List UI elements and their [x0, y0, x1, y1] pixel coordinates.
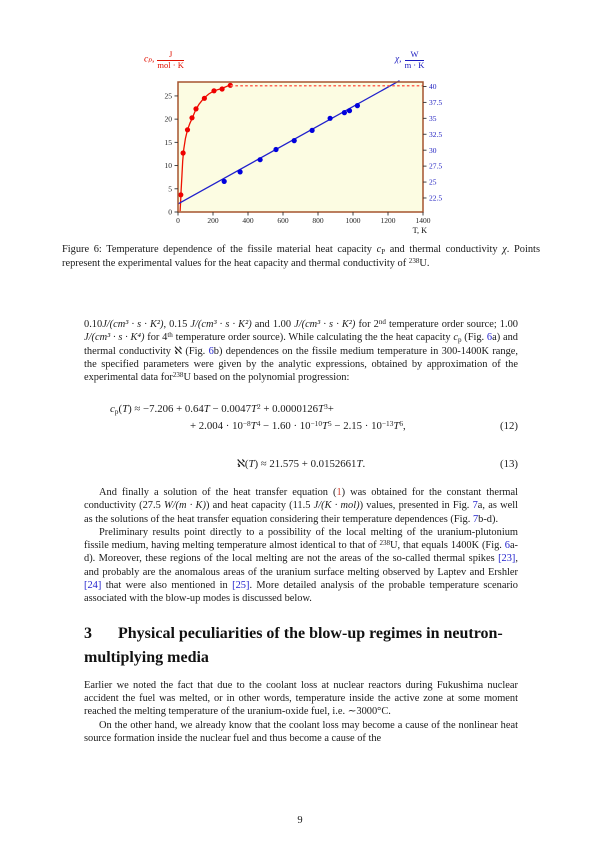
text-segment: U. — [419, 258, 430, 270]
figure-chart — [140, 45, 460, 243]
text-segment: ) values, presented in Fig. — [359, 500, 473, 512]
data-point — [292, 138, 297, 143]
text-segment: 3 — [324, 402, 328, 412]
text-segment: nd — [378, 317, 386, 326]
text-segment: Preliminary results point directly to a possibility of the local melting of the uranium-plutonium fissile medium, having melting temperature almost identical to that of — [84, 526, 518, 552]
text-segment: 238 — [408, 257, 420, 266]
left-axis-unit-denominator: mol · K — [157, 59, 184, 70]
data-point — [310, 128, 315, 133]
right-tick-label: 37.5 — [429, 97, 443, 107]
equation-13-line — [84, 458, 518, 472]
equation-13 — [84, 458, 518, 472]
left-tick-label: 5 — [168, 184, 172, 194]
paragraph-4 — [84, 679, 518, 719]
equation-13-number: (13) — [500, 458, 518, 471]
text-segment: 4 — [256, 418, 261, 428]
text-segment: a) and thermal conductivity ℵ (Fig. — [84, 332, 518, 357]
text-segment: − 1.60 · 10 — [260, 419, 311, 432]
text-segment: , 0.15 — [163, 319, 191, 330]
right-tick-label: 35 — [429, 113, 437, 123]
ref-link[interactable]: 7 — [472, 513, 479, 525]
right-tick-label: 40 — [429, 82, 437, 92]
text-segment: . — [362, 458, 366, 471]
right-tick-label: 27.5 — [429, 161, 443, 171]
text-segment: for 4 — [144, 332, 168, 344]
x-tick-label: 1200 — [380, 216, 396, 225]
text-segment: T — [318, 403, 325, 416]
text-segment: (Fig. — [461, 332, 487, 344]
text-segment: − 2.15 · 10 — [331, 419, 382, 432]
text-segment: 238 — [379, 539, 391, 547]
ref-link[interactable]: 6 — [504, 540, 510, 552]
text-segment: c — [453, 332, 458, 344]
text-segment: J/(cm³ · s · K²) — [294, 319, 356, 330]
left-tick-label: 10 — [164, 161, 172, 171]
text-segment: −13 — [381, 418, 394, 428]
x-axis-title: T, K — [412, 226, 427, 235]
equation-12-line-2 — [190, 420, 518, 434]
x-tick-label: 0 — [176, 216, 180, 225]
text-segment: J/(cm³ · s · K²) — [102, 319, 164, 330]
text-segment: + — [327, 403, 334, 416]
text-segment: c — [376, 244, 382, 255]
data-point — [181, 150, 186, 155]
text-segment: ) and heat capacity (11.5 — [205, 500, 314, 512]
section-title: Physical peculiarities of the blow-up regimes in neutron-multiplying media — [84, 624, 503, 666]
ref-link[interactable]: [24] — [84, 580, 102, 592]
text-segment: and thermal conductivity — [385, 244, 503, 255]
text-segment: , — [403, 419, 406, 432]
ref-link[interactable]: [25] — [232, 580, 250, 592]
data-point — [222, 179, 227, 184]
ref-link[interactable]: 1 — [336, 486, 342, 498]
data-point — [185, 127, 190, 132]
text-segment: U, that equals 1400K (Fig. — [390, 540, 505, 552]
data-point — [211, 88, 216, 93]
data-point — [328, 116, 333, 121]
text-segment: T — [122, 403, 129, 416]
text-segment: p — [114, 407, 119, 417]
paragraph-1 — [84, 318, 518, 384]
left-tick-label: 20 — [164, 114, 172, 124]
text-segment: for 2 — [355, 319, 379, 330]
text-segment: P — [381, 247, 386, 256]
text-segment: −10 — [310, 418, 323, 428]
text-segment: a-d). Moreover, these regions of the local melting are not the areas of the so-called thermal spikes — [84, 540, 519, 565]
text-segment: + 2.004 · 10 — [190, 419, 243, 432]
x-tick-label: 800 — [312, 216, 324, 225]
left-axis-unit-numerator: J — [157, 50, 183, 61]
page-number: 9 — [297, 815, 303, 826]
text-segment: th — [167, 331, 173, 340]
text-segment: J/(K · mol) — [313, 500, 360, 512]
text-segment: temperature order source; 1.00 — [385, 319, 518, 330]
text-segment: c — [110, 403, 115, 416]
left-tick-label: 15 — [164, 137, 172, 147]
data-point — [220, 86, 225, 91]
ref-link[interactable]: 6 — [208, 345, 214, 357]
right-axis-unit-denominator: m · K — [404, 59, 425, 70]
text-segment: −8 — [242, 418, 251, 428]
text-segment: that were also mentioned in — [101, 580, 233, 592]
section-number: 3 — [84, 624, 92, 642]
data-point — [355, 103, 360, 108]
text-segment: W/(m · K) — [164, 500, 206, 512]
text-segment: J/(cm³ · s · K⁴) — [84, 332, 145, 344]
text-segment: temperature order source). While calculating the the heat capacity — [172, 332, 454, 344]
text-segment: On the other hand, we already know that the coolant loss may become a cause of the nonlinear heat source formation inside the nuclear fuel and thus become a cause of the — [84, 719, 518, 744]
paragraph-2 — [84, 486, 518, 526]
data-point — [258, 157, 263, 162]
chart-svg — [140, 45, 460, 243]
text-segment: T — [322, 419, 329, 432]
text-segment: 238 — [172, 371, 184, 380]
equation-12 — [84, 403, 518, 433]
text-segment: + 0.0000126 — [260, 403, 319, 416]
ref-link[interactable]: 7 — [472, 500, 478, 512]
left-axis-label — [144, 50, 184, 71]
data-point — [347, 108, 352, 113]
text-segment: ) ≈ 21.575 + 0.0152661 — [254, 458, 357, 471]
text-segment: ( — [118, 403, 123, 416]
text-segment: And finally a solution of the heat transfer equation ( — [99, 486, 337, 498]
text-segment: χ — [502, 244, 507, 255]
right-axis-unit-numerator: W — [405, 50, 425, 61]
text-segment: ) ≈ −7.206 + 0.64 — [128, 403, 204, 416]
right-tick-label: 30 — [429, 145, 437, 155]
left-tick-label: 0 — [168, 207, 172, 217]
ref-link[interactable]: 6 — [486, 332, 493, 344]
right-axis-unit-fraction — [405, 50, 425, 71]
equation-12-line-1 — [110, 403, 518, 417]
paragraph-5 — [84, 719, 518, 746]
figure-caption — [62, 243, 540, 272]
x-tick-label: 200 — [207, 216, 219, 225]
equation-12-number: (12) — [500, 419, 518, 432]
x-tick-label: 1400 — [415, 216, 431, 225]
text-segment: T — [356, 458, 363, 471]
plot-area — [178, 82, 423, 212]
right-tick-label: 25 — [429, 177, 437, 187]
text-segment: 0.10 — [84, 319, 103, 330]
text-segment: a, as well as the solutions of the heat transfer equation considering their temperature dependences (Fig. — [84, 500, 518, 525]
data-point — [193, 106, 198, 111]
left-axis-unit-fraction — [157, 50, 183, 71]
body-text — [84, 318, 518, 745]
text-segment: . Points represent the experimental values for the heat capacity and thermal conductivity of — [62, 244, 540, 270]
text-segment: , and probably are the anomalous areas of the uranium surface melting observed by Laptev and Ershler — [84, 553, 518, 578]
text-segment: ) was obtained for the constant thermal conductivity (27.5 — [84, 486, 519, 512]
x-tick-label: 600 — [277, 216, 289, 225]
section-heading — [84, 622, 518, 670]
text-segment: T — [203, 403, 210, 416]
text-segment: T — [250, 419, 257, 432]
data-point — [178, 192, 183, 197]
right-tick-label: 32.5 — [429, 129, 443, 139]
paragraph-3 — [84, 526, 518, 606]
data-point — [238, 169, 243, 174]
text-segment: − 0.0047 — [209, 403, 251, 416]
data-point — [273, 147, 278, 152]
text-segment: p — [457, 336, 462, 345]
data-point — [189, 115, 194, 120]
left-tick-label: 25 — [164, 91, 172, 101]
text-segment: Figure 6: Temperature dependence of the fissile material heat capacity — [62, 244, 377, 255]
text-segment: T — [393, 419, 400, 432]
text-segment: T — [250, 403, 257, 416]
text-segment: U based on the polynomial progression: — [183, 372, 350, 384]
text-segment: b) dependences on the fissile medium temperature in 300-1400K range, the specified parameters were given by the analytic expressions, obtained by approximation of the experimental data for — [84, 345, 518, 384]
text-segment: J/(cm³ · s · K²) — [190, 319, 252, 330]
data-point — [202, 96, 207, 101]
x-tick-label: 1000 — [345, 216, 361, 225]
text-segment: 2 — [257, 402, 261, 412]
right-axis-symbol: χ, — [395, 54, 402, 65]
right-tick-label: 22.5 — [429, 193, 443, 203]
x-tick-label: 400 — [242, 216, 254, 225]
text-segment: T — [248, 458, 255, 471]
text-segment: 6 — [399, 418, 404, 428]
text-segment: b-d). — [478, 513, 499, 525]
left-axis-symbol: cₚ, — [144, 54, 155, 65]
text-segment: Earlier we noted the fact that due to the coolant loss at nuclear reactors during Fukushima nuclear accident the fuel was melted, or in other words, temperature inside the active zone at some moment reached the melting temperature of the uranium-oxide fuel, i.e. ∼3000°C. — [84, 679, 518, 718]
text-segment: . More detailed analysis of the probable temperature scenario associated with the blow-up modes is discussed below. — [84, 580, 518, 605]
text-segment: 5 — [328, 418, 332, 428]
right-axis-label — [395, 50, 424, 71]
text-segment: ℵ( — [236, 458, 249, 471]
ref-link[interactable]: [23] — [498, 553, 516, 565]
data-point — [342, 110, 347, 115]
text-segment: and 1.00 — [251, 319, 295, 330]
